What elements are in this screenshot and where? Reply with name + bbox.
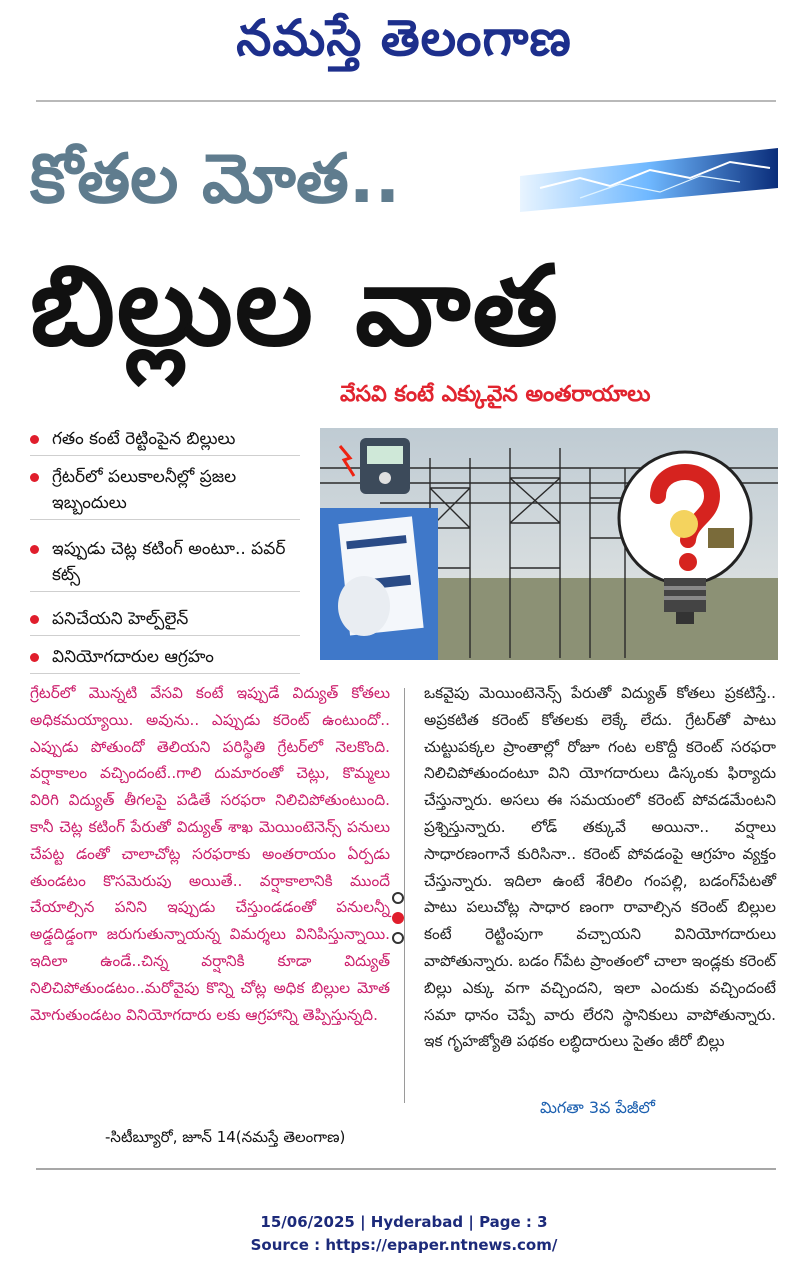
bullet-dot-icon <box>30 435 39 444</box>
bullet-text: గ్రేటర్‌లో పలుకాలనీల్లో ప్రజల ఇబ్బందులు <box>52 467 237 513</box>
column-marker-icon <box>392 892 404 904</box>
news-photo <box>320 428 778 660</box>
bullet-item <box>30 644 300 674</box>
column-marker-icon <box>392 912 404 924</box>
headline-sub: వేసవి కంటే ఎక్కువైన అంతరాయాలు <box>340 382 651 407</box>
lightning-banner-icon <box>520 148 778 212</box>
bullet-item <box>30 426 300 456</box>
masthead-divider <box>36 100 776 102</box>
headline-main: బిల్లుల వాత <box>30 242 561 370</box>
bullet-text: గతం కంటే రెట్టింపైన బిల్లులు <box>52 429 236 449</box>
article-column-right <box>424 680 776 1055</box>
bullet-text: వినియోగదారుల ఆగ్రహం <box>52 647 214 667</box>
footer-source: Source : https://epaper.ntnews.com/ <box>250 1236 558 1254</box>
article-column-left <box>30 680 390 1028</box>
bullet-text: ఇప్పుడు చెట్ల కటింగ్ అంటూ.. పవర్ కట్స్ <box>52 539 286 585</box>
bullet-item <box>30 536 300 592</box>
footer-date-page: 15/06/2025 | Hyderabad | Page : 3 <box>260 1213 548 1231</box>
bill-in-hand-icon <box>320 508 438 660</box>
headline-kicker: కోతల మోత.. <box>30 140 401 219</box>
masthead <box>0 0 808 100</box>
bullet-text: పనిచేయని హెల్ప్‌లైన్ <box>52 609 189 629</box>
column-divider <box>404 688 405 1103</box>
bullet-item <box>30 606 300 636</box>
bullet-dot-icon <box>30 615 39 624</box>
bullet-dot-icon <box>30 653 39 662</box>
article-bottom-divider <box>36 1168 776 1170</box>
article-paragraph: గ్రేటర్‌లో మొన్నటి వేసవి కంటే ఇప్పుడే విద్యుత్ కోతలు అధికమయ్యాయి. అవును.. ఎప్పుడు కరెంట్ ఉంటుందో.. ఎప్పుడు పోతుందో తెలియని పరిస్థితి గ్రేటర్‌లో నెలకొంది. వర్షాకాలం వచ్చిందంటే..గాలి దుమారంతో చెట్లు, కొమ్మలు విరిగి విద్యుత్ తీగలపై పడితే సరఫరా నిలిచిపోతుంటుంది. కానీ చెట్ల కటింగ్ పేరుతో విద్యుత్ శాఖ మెయింటెనెన్స్ పనులు చేపట్ట డంతో చాలాచోట్ల సరఫరాకు అంతరాయం ఏర్పడు తుండటం కొసమెరుపు అయితే.. వర్షాకాలానికి ముందే చేయాల్సిన పనిని ఇప్పుడు చేస్తుండడంతో పనులన్నీ అడ్డదిడ్డంగా జరుగుతున్నాయన్న విమర్శలు వినిపిస్తున్నాయి. ఇదిలా ఉండే..చిన్న వర్షానికి కూడా విద్యుత్ నిలిచిపోతుండటం..మరోవైపు కొన్ని చోట్ల అధిక బిల్లుల మోత మోగుతుండటం వినియోగదారు లకు ఆగ్రహాన్ని తెప్పిస్తున్నది. <box>30 684 390 1024</box>
bullet-dot-icon <box>30 545 39 554</box>
article-paragraph: ఒకవైపు మెయింటెనెన్స్ పేరుతో విద్యుత్ కోతలు ప్రకటిస్తే.. అప్రకటిత కరెంట్ కోతలకు లెక్కే లేదు. గ్రేటర్‌తో పాటు చుట్టుపక్కల ప్రాంతాల్లో రోజూ గంట లకొద్దీ కరెంట్ సరఫరా నిలిచిపోతుందంటూ విని యోగదారులు డిస్కంకు ఫిర్యాదు చేస్తున్నారు. అసలు ఈ సమయంలో కరెంట్ పోవడమేంటని ప్రశ్నిస్తున్నారు. లోడ్ తక్కువే అయినా.. వర్షాలు సాధారణంగానే కురిసినా.. కరెంట్ పోవడంపై ఆగ్రహం వ్యక్తం చేస్తున్నారు. ఇదిలా ఉంటే శేరిలిం గంపల్లి, బడంగ్‌పేటతో పాటు పలుచోట్ల సాధార ణంగా రావాల్సిన కరెంట్ బిల్లుల కంటే రెట్టింపుగా వచ్చాయని వినియోగదారులు వాపోతున్నారు. బడం గ్‌పేట ప్రాంతంలో చాలా ఇండ్లకు కరెంట్ బిల్లు ఎక్కు వగా వచ్చిందని, ఇలా ఎందుకు వచ్చిందంటే సమా ధానం చెప్పే వారు లేరని స్థానికులు వాపోతున్నారు. ఇక గృహజ్యోతి పథకం లబ్ధిదారులు సైతం జీరో బిల్లు <box>424 684 776 1051</box>
bullet-dot-icon <box>30 473 39 482</box>
bullet-item <box>30 464 300 520</box>
column-marker-icon <box>392 932 404 944</box>
continued-on-page: మిగతా 3వ పేజీలో <box>540 1098 656 1117</box>
masthead-title: నమస్తే తెలంగాణ <box>236 8 572 67</box>
article-byline: -సిటీబ్యూరో, జూన్ 14(నమస్తే తెలంగాణ) <box>105 1128 346 1146</box>
